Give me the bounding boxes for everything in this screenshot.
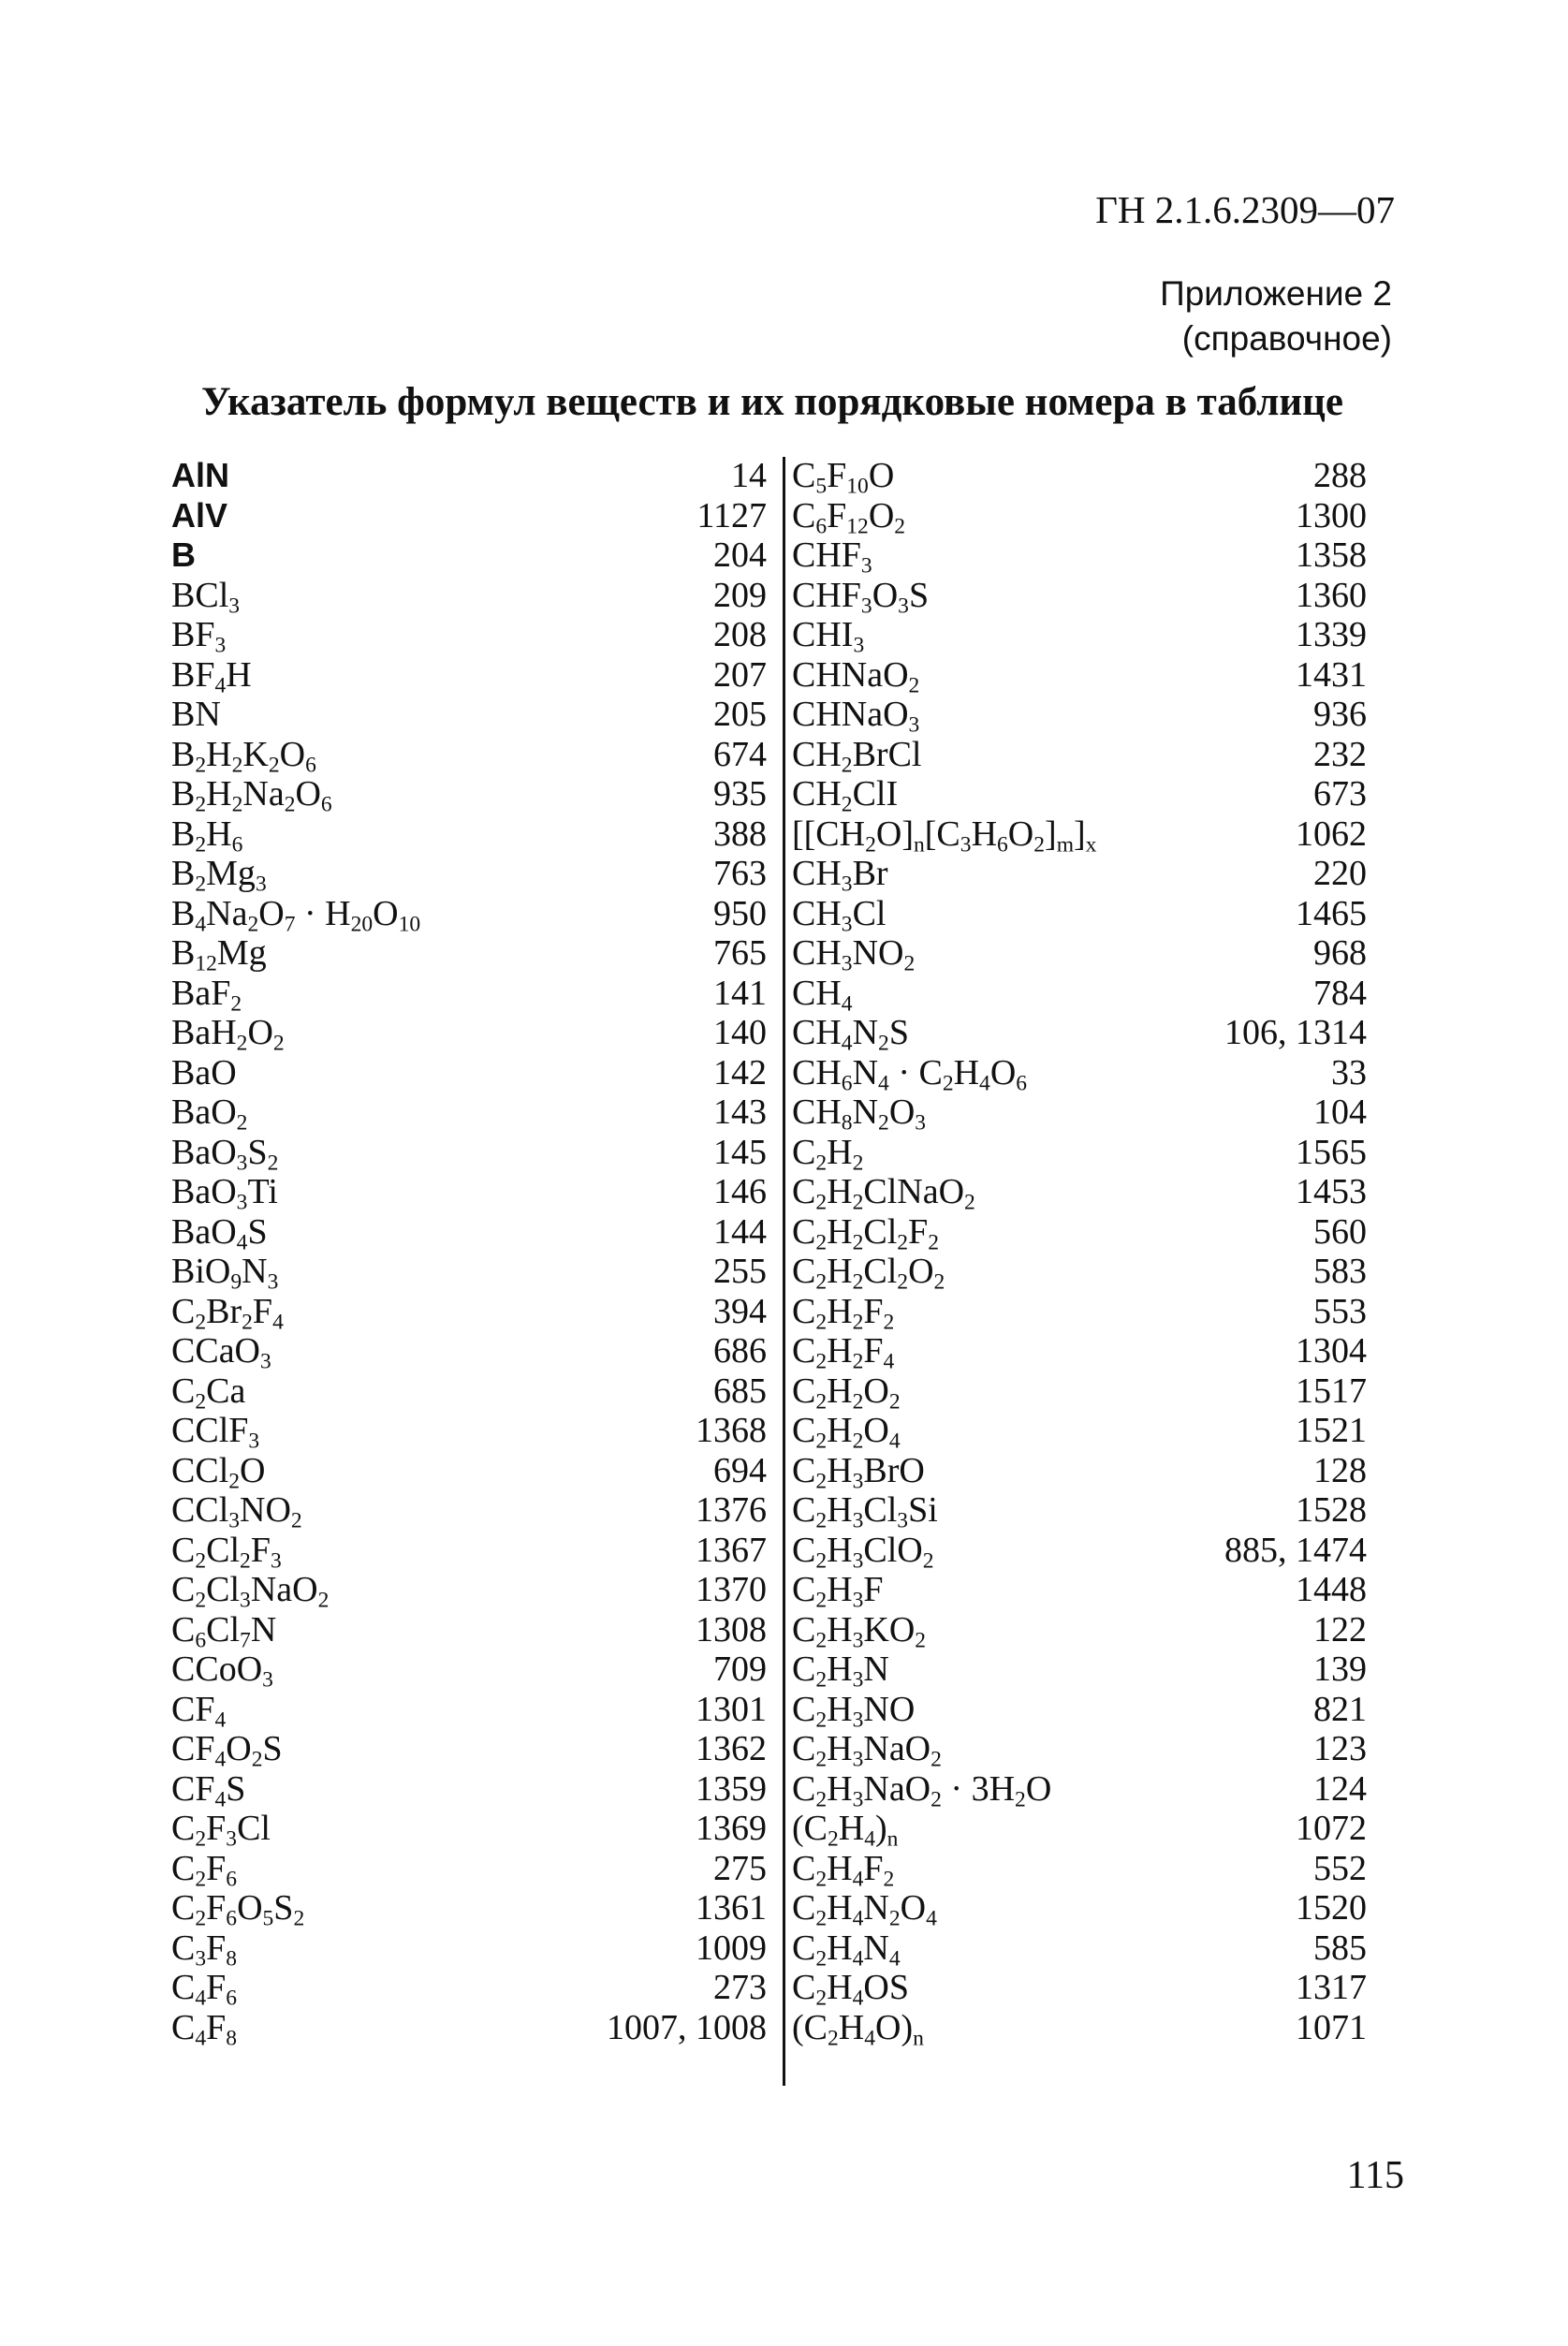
table-entry-number: 146 bbox=[713, 1172, 767, 1211]
formula-index-right-column bbox=[792, 456, 1367, 2051]
chemical-formula: $CHF_3$ bbox=[792, 535, 872, 579]
table-entry-number: 33 bbox=[1331, 1052, 1367, 1092]
chemical-formula: $BF_3$ bbox=[171, 615, 227, 658]
table-entry-number: 1360 bbox=[1296, 575, 1367, 615]
chemical-formula: $B_2H_6$ bbox=[171, 814, 243, 858]
table-entry-number: 14 bbox=[731, 456, 767, 495]
chemical-formula: $C_3F_8$ bbox=[171, 1928, 238, 1972]
table-entry-number: 128 bbox=[1313, 1450, 1367, 1490]
index-row bbox=[171, 1928, 767, 1972]
chemical-formula: BaO$_3$Ti bbox=[171, 1172, 278, 1215]
index-row bbox=[171, 615, 767, 658]
index-row bbox=[792, 1490, 1367, 1531]
table-entry-number: 1339 bbox=[1296, 615, 1367, 654]
table-entry-number: 388 bbox=[713, 814, 767, 854]
chemical-formula: $(C_2H_4)_n$ bbox=[792, 1809, 899, 1852]
index-row bbox=[171, 1769, 767, 1810]
chemical-formula: $CH_6N_4 \cdot C_2H_4O_6$ bbox=[792, 1052, 1028, 1096]
index-row bbox=[171, 655, 767, 696]
table-entry-number: 1301 bbox=[696, 1689, 767, 1729]
index-row bbox=[792, 1172, 1367, 1215]
chemical-formula: $C_2H_3Cl_3Si$ bbox=[792, 1490, 938, 1533]
chemical-formula: $CH_2BrCl$ bbox=[792, 734, 922, 778]
index-row bbox=[171, 854, 767, 897]
chemical-formula: BaF$_2$ bbox=[171, 973, 242, 1017]
chemical-formula: BaO$_4$S bbox=[171, 1211, 268, 1255]
appendix-number: Приложение 2 bbox=[1160, 274, 1392, 313]
table-entry-number: 560 bbox=[1313, 1211, 1367, 1252]
table-entry-number: 205 bbox=[713, 695, 767, 734]
index-row bbox=[792, 854, 1367, 897]
table-entry-number: 209 bbox=[713, 575, 767, 615]
index-row bbox=[171, 1291, 767, 1335]
chemical-formula: $BF_4H$ bbox=[171, 654, 252, 698]
chemical-formula: $B_4Na_2O_7 \cdot H_{20}O_{10}$ bbox=[171, 893, 421, 937]
table-entry-number: 1465 bbox=[1296, 893, 1367, 933]
index-row bbox=[171, 1371, 767, 1415]
chemical-formula: AlV bbox=[171, 495, 228, 535]
table-entry-number: 255 bbox=[713, 1252, 767, 1291]
index-row bbox=[792, 973, 1367, 1017]
table-entry-number: 583 bbox=[1313, 1252, 1367, 1291]
chemical-formula: $C_2H_2F_2$ bbox=[792, 1291, 895, 1335]
table-entry-number: 141 bbox=[713, 973, 767, 1013]
chemical-formula: $CH_2ClI$ bbox=[792, 774, 899, 817]
document-code: ГН 2.1.6.2309—07 bbox=[1095, 188, 1395, 231]
chemical-formula: CHNaO$_3$ bbox=[792, 695, 920, 738]
chemical-formula: $C_4F_6$ bbox=[171, 1968, 238, 2011]
table-entry-number: 1361 bbox=[696, 1888, 767, 1928]
chemical-formula: $B_{12}Mg$ bbox=[171, 933, 267, 976]
table-entry-number: 144 bbox=[713, 1211, 767, 1252]
table-entry-number: 124 bbox=[1313, 1768, 1367, 1809]
table-entry-number: 585 bbox=[1313, 1928, 1367, 1968]
chemical-formula: $C_6Cl_7N$ bbox=[171, 1609, 277, 1653]
index-row bbox=[171, 973, 767, 1017]
index-row bbox=[171, 1689, 767, 1733]
chemical-formula: $(C_2H_4O)_n$ bbox=[792, 2007, 924, 2051]
column-divider bbox=[783, 457, 785, 2086]
index-row bbox=[171, 933, 767, 974]
chemical-formula: $C_2Cl_2F_3$ bbox=[171, 1530, 282, 1574]
index-row bbox=[171, 1729, 767, 1772]
table-entry-number: 1007, 1008 bbox=[607, 2007, 767, 2047]
index-row bbox=[792, 1769, 1367, 1810]
chemical-formula: $C_2H_3ClO_2$ bbox=[792, 1530, 934, 1574]
index-row bbox=[792, 1530, 1367, 1574]
chemical-formula: $CH_3Br$ bbox=[792, 854, 888, 897]
table-entry-number: 694 bbox=[713, 1450, 767, 1490]
chemical-formula: $CH_3NO_2$ bbox=[792, 933, 916, 976]
table-entry-number: 104 bbox=[1313, 1092, 1367, 1132]
chemical-formula: $CF_4O_2S$ bbox=[171, 1729, 283, 1772]
chemical-formula: $B_2H_2Na_2O_6$ bbox=[171, 774, 332, 817]
table-entry-number: 288 bbox=[1313, 456, 1367, 495]
chemical-formula: $C_2H_3NO$ bbox=[792, 1689, 916, 1733]
table-entry-number: 1453 bbox=[1296, 1172, 1367, 1211]
chemical-formula: CCaO$_3$ bbox=[171, 1331, 271, 1374]
index-row bbox=[171, 1450, 767, 1494]
index-row bbox=[792, 1371, 1367, 1415]
table-entry-number: 1528 bbox=[1296, 1490, 1367, 1530]
index-row bbox=[171, 1609, 767, 1653]
index-row bbox=[171, 1212, 767, 1253]
index-row bbox=[171, 1809, 767, 1852]
chemical-formula: $BaH_2O_2$ bbox=[171, 1013, 285, 1056]
chemical-formula: $C_2Br_2F_4$ bbox=[171, 1291, 284, 1335]
index-row bbox=[171, 1570, 767, 1613]
index-row bbox=[171, 734, 767, 778]
chemical-formula: $C_2H_4N_4$ bbox=[792, 1928, 901, 1972]
chemical-formula: BaO bbox=[171, 1052, 237, 1092]
table-entry-number: 139 bbox=[1313, 1650, 1367, 1689]
chemical-formula: $C_2F_3Cl$ bbox=[171, 1809, 271, 1852]
table-entry-number: 1367 bbox=[696, 1530, 767, 1570]
index-row bbox=[792, 615, 1367, 658]
index-row bbox=[792, 1052, 1367, 1096]
table-entry-number: 207 bbox=[713, 654, 767, 695]
index-row bbox=[792, 734, 1367, 778]
index-row bbox=[171, 1013, 767, 1056]
chemical-formula: $C_2H_2Cl_2O_2$ bbox=[792, 1252, 945, 1295]
chemical-formula: $C_2H_4F_2$ bbox=[792, 1848, 895, 1892]
index-row bbox=[171, 1848, 767, 1892]
chemical-formula: $C_6F_{12}O_2$ bbox=[792, 495, 906, 539]
chemical-formula: $C_2H_2O_2$ bbox=[792, 1371, 901, 1415]
chemical-formula: $C_2H_2$ bbox=[792, 1132, 864, 1176]
index-row bbox=[171, 1968, 767, 2011]
index-row bbox=[171, 1092, 767, 1136]
chemical-formula: $BaO_3S_2$ bbox=[171, 1132, 279, 1176]
table-entry-number: 1369 bbox=[696, 1809, 767, 1848]
table-entry-number: 145 bbox=[713, 1132, 767, 1172]
chemical-formula: $C_2H_3N$ bbox=[792, 1650, 889, 1693]
table-entry-number: 968 bbox=[1313, 933, 1367, 973]
chemical-formula: $CHF_3O_3S$ bbox=[792, 575, 930, 619]
table-entry-number: 763 bbox=[713, 854, 767, 893]
table-entry-number: 106, 1314 bbox=[1224, 1013, 1367, 1052]
table-entry-number: 673 bbox=[1313, 774, 1367, 814]
index-row bbox=[792, 933, 1367, 974]
table-entry-number: 784 bbox=[1313, 973, 1367, 1013]
table-entry-number: 1358 bbox=[1296, 535, 1367, 575]
index-row bbox=[792, 1689, 1367, 1733]
table-entry-number: 885, 1474 bbox=[1224, 1530, 1367, 1570]
index-row bbox=[171, 1053, 767, 1093]
table-entry-number: 552 bbox=[1313, 1848, 1367, 1888]
chemical-formula: $C_2H_3KO_2$ bbox=[792, 1609, 927, 1653]
chemical-formula: $CCl_3NO_2$ bbox=[171, 1490, 302, 1533]
index-row bbox=[171, 1888, 767, 1931]
index-row bbox=[171, 1530, 767, 1574]
table-entry-number: 122 bbox=[1313, 1609, 1367, 1650]
index-row bbox=[792, 774, 1367, 817]
index-row bbox=[792, 1729, 1367, 1772]
table-entry-number: 765 bbox=[713, 933, 767, 973]
table-entry-number: 208 bbox=[713, 615, 767, 654]
chemical-formula: $C_2F_6O_5S_2$ bbox=[171, 1888, 305, 1931]
table-entry-number: 936 bbox=[1313, 695, 1367, 734]
table-entry-number: 1362 bbox=[696, 1729, 767, 1768]
index-row bbox=[171, 814, 767, 858]
chemical-formula: $C_2H_3F$ bbox=[792, 1570, 884, 1613]
table-entry-number: 709 bbox=[713, 1650, 767, 1689]
index-row bbox=[171, 1132, 767, 1176]
table-entry-number: 204 bbox=[713, 535, 767, 575]
chemical-formula: $BiO_9N_3$ bbox=[171, 1252, 279, 1295]
index-row bbox=[792, 535, 1367, 579]
table-entry-number: 1300 bbox=[1296, 495, 1367, 535]
chemical-formula: BN bbox=[171, 695, 221, 734]
index-row bbox=[171, 774, 767, 817]
table-entry-number: 1071 bbox=[1296, 2007, 1367, 2047]
index-row bbox=[792, 1609, 1367, 1653]
index-row bbox=[171, 1650, 767, 1693]
chemical-formula: $C_2H_4OS$ bbox=[792, 1968, 909, 2011]
table-entry-number: 553 bbox=[1313, 1291, 1367, 1331]
table-entry-number: 140 bbox=[713, 1013, 767, 1052]
table-entry-number: 143 bbox=[713, 1092, 767, 1132]
index-row bbox=[792, 2007, 1367, 2051]
chemical-formula: $C_2Cl_3NaO_2$ bbox=[171, 1570, 330, 1613]
index-row bbox=[792, 893, 1367, 937]
table-entry-number: 1009 bbox=[696, 1928, 767, 1968]
index-row bbox=[171, 893, 767, 937]
index-row bbox=[792, 1411, 1367, 1454]
table-entry-number: 1517 bbox=[1296, 1371, 1367, 1411]
chemical-formula: $C_4F_8$ bbox=[171, 2007, 238, 2051]
chemical-formula: CHNaO$_2$ bbox=[792, 654, 920, 698]
table-entry-number: 1431 bbox=[1296, 654, 1367, 695]
index-row bbox=[171, 1172, 767, 1215]
index-row bbox=[792, 575, 1367, 619]
index-row bbox=[792, 1450, 1367, 1494]
chemical-formula: $C_2F_6$ bbox=[171, 1848, 238, 1892]
chemical-formula: $CH_3Cl$ bbox=[792, 893, 887, 937]
chemical-formula: $CH_4$ bbox=[792, 973, 853, 1017]
chemical-formula: BaO$_2$ bbox=[171, 1092, 248, 1136]
chemical-formula: B bbox=[171, 535, 196, 574]
index-row bbox=[792, 655, 1367, 696]
index-row bbox=[171, 456, 767, 496]
chemical-formula: $CHI_3$ bbox=[792, 615, 865, 658]
table-entry-number: 1359 bbox=[696, 1768, 767, 1809]
table-entry-number: 142 bbox=[713, 1052, 767, 1092]
appendix-type: (справочное) bbox=[1181, 319, 1392, 358]
index-row bbox=[792, 1212, 1367, 1253]
chemical-formula: $C_2H_2O_4$ bbox=[792, 1411, 901, 1454]
appendix-label bbox=[1058, 271, 1392, 361]
index-row bbox=[171, 2007, 767, 2051]
index-row bbox=[792, 495, 1367, 539]
chemical-formula: $C_2H_3BrO$ bbox=[792, 1450, 925, 1494]
index-row bbox=[171, 496, 767, 536]
table-entry-number: 821 bbox=[1313, 1689, 1367, 1729]
index-row bbox=[792, 1968, 1367, 2011]
index-row bbox=[792, 695, 1367, 738]
index-row bbox=[792, 1013, 1367, 1056]
table-entry-number: 1370 bbox=[696, 1570, 767, 1609]
index-row bbox=[171, 1411, 767, 1454]
table-entry-number: 394 bbox=[713, 1291, 767, 1331]
chemical-formula: CCl$_2$O bbox=[171, 1450, 266, 1494]
table-entry-number: 950 bbox=[713, 893, 767, 933]
chemical-formula: $B_2Mg_3$ bbox=[171, 854, 267, 897]
table-entry-number: 273 bbox=[713, 1968, 767, 2007]
chemical-formula: $C_2H_2F_4$ bbox=[792, 1331, 895, 1374]
chemical-formula: $C_2H_3NaO_2 \cdot 3H_2O$ bbox=[792, 1768, 1052, 1812]
index-row bbox=[792, 1570, 1367, 1613]
chemical-formula: CClF$_3$ bbox=[171, 1411, 260, 1454]
chemical-formula: $[[CH_2O]_n[C_3H_6O_2]_m]_x$ bbox=[792, 814, 1097, 858]
page-title: Указатель формул веществ и их порядковые номера в таблице bbox=[201, 380, 1343, 424]
table-entry-number: 1127 bbox=[696, 495, 767, 535]
index-row bbox=[792, 1928, 1367, 1972]
table-entry-number: 685 bbox=[713, 1371, 767, 1411]
chemical-formula: $B_2H_2K_2O_6$ bbox=[171, 734, 316, 778]
chemical-formula: $CF_4S$ bbox=[171, 1768, 246, 1812]
chemical-formula: $C_5F_{10}O$ bbox=[792, 456, 895, 499]
index-row bbox=[171, 695, 767, 735]
index-row bbox=[792, 456, 1367, 499]
table-entry-number: 1368 bbox=[696, 1411, 767, 1450]
table-entry-number: 1062 bbox=[1296, 814, 1367, 854]
table-entry-number: 1448 bbox=[1296, 1570, 1367, 1609]
table-entry-number: 1520 bbox=[1296, 1888, 1367, 1928]
table-entry-number: 935 bbox=[713, 774, 767, 814]
index-row bbox=[792, 814, 1367, 858]
index-row bbox=[171, 535, 767, 576]
table-entry-number: 674 bbox=[713, 734, 767, 774]
index-row bbox=[792, 1291, 1367, 1335]
chemical-formula: $C_2H_3NaO_2$ bbox=[792, 1729, 942, 1772]
index-row bbox=[792, 1132, 1367, 1176]
page-number: 115 bbox=[1346, 2154, 1404, 2197]
chemical-formula: $C_2H_2Cl_2F_2$ bbox=[792, 1211, 939, 1255]
chemical-formula: $C_2Ca$ bbox=[171, 1371, 246, 1415]
table-entry-number: 1376 bbox=[696, 1490, 767, 1530]
index-row bbox=[171, 575, 767, 619]
table-entry-number: 686 bbox=[713, 1331, 767, 1371]
table-entry-number: 1565 bbox=[1296, 1132, 1367, 1172]
chemical-formula: $C_2H_4N_2O_4$ bbox=[792, 1888, 937, 1931]
index-row bbox=[171, 1331, 767, 1374]
index-row bbox=[792, 1331, 1367, 1374]
index-row bbox=[792, 1809, 1367, 1852]
table-entry-number: 1072 bbox=[1296, 1809, 1367, 1848]
table-entry-number: 123 bbox=[1313, 1729, 1367, 1768]
index-row bbox=[792, 1252, 1367, 1295]
index-row bbox=[792, 1888, 1367, 1931]
index-row bbox=[792, 1092, 1367, 1136]
table-entry-number: 232 bbox=[1313, 734, 1367, 774]
chemical-formula: AlN bbox=[171, 456, 229, 494]
table-entry-number: 1308 bbox=[696, 1609, 767, 1650]
chemical-formula: $CF_4$ bbox=[171, 1689, 227, 1733]
table-entry-number: 220 bbox=[1313, 854, 1367, 893]
chemical-formula: $CH_4N_2S$ bbox=[792, 1013, 909, 1056]
table-entry-number: 275 bbox=[713, 1848, 767, 1888]
formula-index-left-column bbox=[171, 456, 767, 2051]
chemical-formula: CCoO$_3$ bbox=[171, 1650, 273, 1693]
index-row bbox=[171, 1490, 767, 1531]
index-row bbox=[171, 1252, 767, 1295]
table-entry-number: 1521 bbox=[1296, 1411, 1367, 1450]
index-row bbox=[792, 1650, 1367, 1693]
chemical-formula: BCl$_3$ bbox=[171, 575, 241, 619]
chemical-formula: $CH_8N_2O_3$ bbox=[792, 1092, 927, 1136]
table-entry-number: 1304 bbox=[1296, 1331, 1367, 1371]
table-entry-number: 1317 bbox=[1296, 1968, 1367, 2007]
index-row bbox=[792, 1848, 1367, 1892]
chemical-formula: $C_2H_2ClNaO_2$ bbox=[792, 1172, 975, 1215]
